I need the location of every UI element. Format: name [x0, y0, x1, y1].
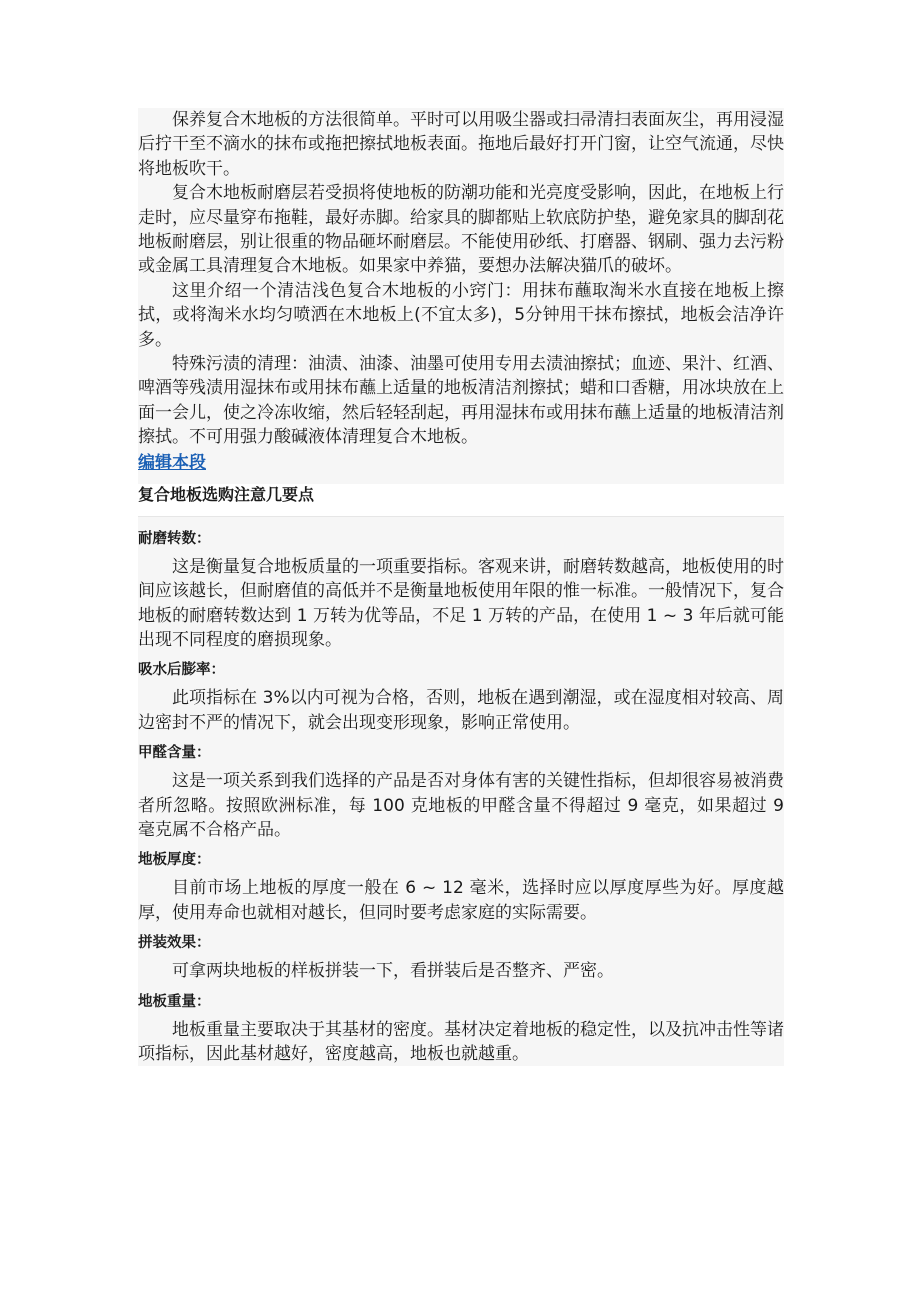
intro-paragraph-1: 保养复合木地板的方法很简单。平时可以用吸尘器或扫帚清扫表面灰尘，再用浸湿后拧干至不滴水的抹布或拖把擦拭地板表面。拖地后最好打开门窗，让空气流通，尽快将地板吹干。 — [138, 110, 784, 179]
spec-item-weight — [138, 984, 784, 1067]
intro-paragraph-4: 特殊污渍的清理：油渍、油漆、油墨可使用专用去渍油擦拭；血迹、果汁、红酒、啤酒等残渍用湿抹布或用抹布蘸上适量的地板清洁剂擦拭；蜡和口香糖，用冰块放在上面一会儿，使之冷冻收缩，然后轻轻刮起，再用湿抹布或用抹布蘸上适量的地板清洁剂擦拭。不可用强力酸碱液体清理复合木地板。 — [138, 354, 784, 448]
intro-paragraph-2: 复合木地板耐磨层若受损将使地板的防潮功能和光亮度受影响，因此，在地板上行走时，应尽量穿布拖鞋，最好赤脚。给家具的脚都贴上软底防护垫，避免家具的脚刮花地板耐磨层，别让很重的物品砸坏耐磨层。不能使用砂纸、打磨器、钢刷、强力去污粉或金属工具清理复合木地板。如果家中养猫，要想办法解决猫爪的破坏。 — [138, 183, 784, 277]
spec-item-text: 这是衡量复合地板质量的一项重要指标。客观来讲，耐磨转数越高，地板使用的时间应该越长，但耐磨值的高低并不是衡量地板使用年限的惟一标准。一般情况下，复合地板的耐磨转数达到 1 万转为优等品，不足 1 万转的产品，在使用 1 ~ 3 年后就可能出现不同程度的磨损现象。 — [138, 556, 784, 650]
spec-item-thickness — [138, 842, 784, 925]
spec-item-text: 目前市场上地板的厚度一般在 6 ~ 12 毫米，选择时应以厚度厚些为好。厚度越厚，使用寿命也就相对越长，但同时要考虑家庭的实际需要。 — [138, 878, 784, 923]
spec-item-title: 甲醛含量： — [138, 745, 211, 762]
spec-item-title: 拼装效果： — [138, 935, 211, 952]
spec-item-text: 此项指标在 3%以内可视为合格，否则，地板在遇到潮湿，或在湿度相对较高、周边密封不严的情况下，就会出现变形现象，影响正常使用。 — [138, 688, 784, 733]
spec-item-swelling — [138, 652, 784, 735]
spec-item-formaldehyde — [138, 735, 784, 842]
edit-section-link[interactable]: 编辑本段 — [138, 452, 206, 473]
section-title: 复合地板选购注意几要点 — [138, 484, 784, 517]
spec-item-assembly — [138, 925, 784, 983]
spec-item-text: 可拿两块地板的样板拼装一下，看拼装后是否整齐、严密。 — [172, 961, 614, 982]
spec-item-text: 地板重量主要取决于其基材的密度。基材决定着地板的稳定性，以及抗冲击性等诸项指标，因此基材越好，密度越高，地板也就越重。 — [138, 1019, 784, 1064]
spec-item-wear — [138, 517, 784, 653]
document-content — [138, 108, 784, 1066]
spec-item-text: 这是一项关系到我们选择的产品是否对身体有害的关键性指标，但却很容易被消费者所忽略。按照欧洲标准，每 100 克地板的甲醛含量不得超过 9 毫克，如果超过 9 毫克属不合格产品。 — [138, 771, 784, 840]
spec-item-title: 吸水后膨率： — [138, 662, 225, 679]
spec-item-title: 耐磨转数： — [138, 530, 211, 547]
spec-item-title: 地板重量： — [138, 993, 211, 1010]
intro-paragraph-3: 这里介绍一个清洁浅色复合木地板的小窍门：用抹布蘸取淘米水直接在地板上擦拭，或将淘米水均匀喷洒在木地板上(不宜太多)，5分钟用干抹布擦拭，地板会洁净许多。 — [138, 280, 784, 350]
spec-item-title: 地板厚度： — [138, 852, 211, 869]
